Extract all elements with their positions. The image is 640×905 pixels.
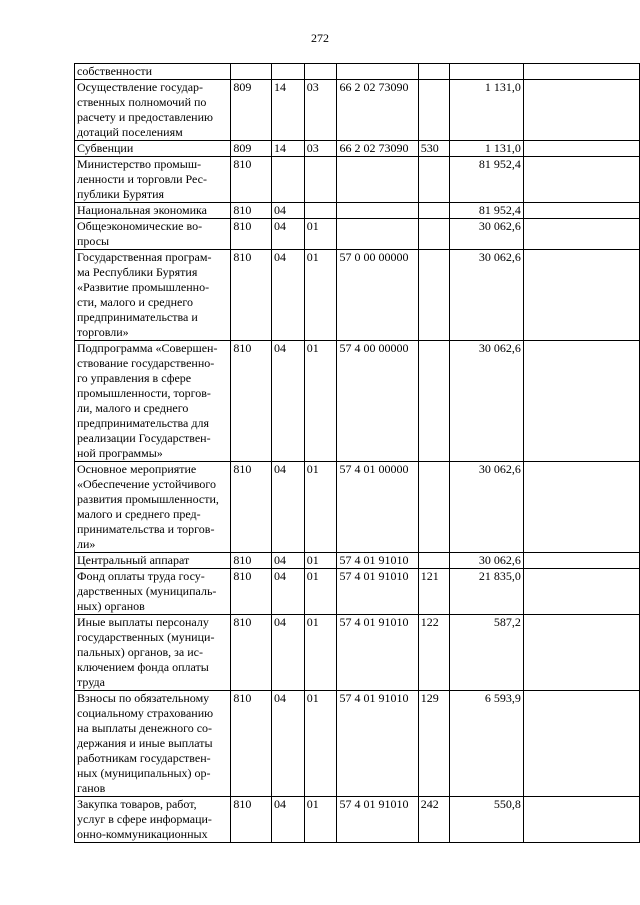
cell-empty — [523, 691, 639, 797]
cell-amount: 81 952,4 — [449, 157, 523, 203]
table-row — [75, 553, 640, 569]
table-row — [75, 691, 640, 797]
page-number: 272 — [311, 31, 329, 45]
cell-empty — [523, 80, 639, 141]
cell-admin-code: 810 — [231, 203, 272, 219]
cell-expense-type — [418, 219, 449, 250]
cell-expense-type — [418, 203, 449, 219]
cell-section: 04 — [272, 462, 305, 553]
cell-section: 04 — [272, 615, 305, 691]
cell-amount: 6 593,9 — [449, 691, 523, 797]
cell-subsection: 03 — [304, 80, 337, 141]
cell-name: Национальная экономика — [75, 203, 231, 219]
cell-amount: 30 062,6 — [449, 341, 523, 462]
cell-empty — [523, 141, 639, 157]
cell-empty — [523, 462, 639, 553]
cell-empty — [523, 553, 639, 569]
cell-amount: 587,2 — [449, 615, 523, 691]
cell-name: Центральный аппарат — [75, 553, 231, 569]
cell-empty — [523, 157, 639, 203]
cell-name: собственности — [75, 64, 231, 80]
cell-target-article: 57 4 01 91010 — [337, 691, 418, 797]
cell-amount: 81 952,4 — [449, 203, 523, 219]
cell-target-article: 57 4 01 91010 — [337, 553, 418, 569]
table-row — [75, 219, 640, 250]
cell-admin-code: 810 — [231, 553, 272, 569]
table-row — [75, 250, 640, 341]
cell-empty — [523, 203, 639, 219]
cell-target-article: 57 4 01 00000 — [337, 462, 418, 553]
cell-subsection: 01 — [304, 615, 337, 691]
table-row — [75, 797, 640, 843]
cell-admin-code: 810 — [231, 797, 272, 843]
cell-target-article — [337, 157, 418, 203]
cell-target-article — [337, 219, 418, 250]
cell-name: Фонд оплаты труда госу- дарственных (муниципаль- ных) органов — [75, 569, 231, 615]
cell-amount: 1 131,0 — [449, 80, 523, 141]
cell-amount: 1 131,0 — [449, 141, 523, 157]
cell-expense-type — [418, 64, 449, 80]
table-row — [75, 615, 640, 691]
cell-amount: 30 062,6 — [449, 553, 523, 569]
cell-section: 04 — [272, 203, 305, 219]
cell-expense-type — [418, 250, 449, 341]
cell-empty — [523, 64, 639, 80]
cell-expense-type: 122 — [418, 615, 449, 691]
cell-admin-code: 809 — [231, 141, 272, 157]
cell-target-article: 57 4 01 91010 — [337, 797, 418, 843]
cell-name: Подпрограмма «Совершен- ствование государственно- го управления в сфере промышленности, торгов- ли, малого и среднего предпринимательства для реализации Государствен- ной программы» — [75, 341, 231, 462]
cell-admin-code: 810 — [231, 219, 272, 250]
table-row — [75, 64, 640, 80]
cell-subsection: 03 — [304, 141, 337, 157]
cell-admin-code: 810 — [231, 462, 272, 553]
cell-expense-type — [418, 80, 449, 141]
cell-admin-code: 810 — [231, 250, 272, 341]
cell-target-article: 57 4 01 91010 — [337, 569, 418, 615]
cell-admin-code: 810 — [231, 341, 272, 462]
cell-target-article: 57 4 00 00000 — [337, 341, 418, 462]
cell-name: Основное мероприятие «Обеспечение устойчивого развития промышленности, малого и среднего пред- принимательства и торгов- ли» — [75, 462, 231, 553]
cell-admin-code — [231, 64, 272, 80]
cell-admin-code: 810 — [231, 157, 272, 203]
table-row — [75, 157, 640, 203]
cell-amount: 30 062,6 — [449, 250, 523, 341]
cell-section: 04 — [272, 569, 305, 615]
budget-table — [74, 63, 640, 843]
cell-section — [272, 64, 305, 80]
table-row — [75, 203, 640, 219]
cell-subsection — [304, 203, 337, 219]
cell-admin-code: 810 — [231, 615, 272, 691]
cell-target-article: 57 4 01 91010 — [337, 615, 418, 691]
cell-target-article: 66 2 02 73090 — [337, 141, 418, 157]
cell-admin-code: 810 — [231, 569, 272, 615]
cell-section: 04 — [272, 691, 305, 797]
table-row — [75, 462, 640, 553]
cell-name: Субвенции — [75, 141, 231, 157]
cell-subsection: 01 — [304, 219, 337, 250]
cell-expense-type: 121 — [418, 569, 449, 615]
cell-target-article — [337, 64, 418, 80]
cell-empty — [523, 250, 639, 341]
cell-subsection: 01 — [304, 553, 337, 569]
cell-subsection: 01 — [304, 691, 337, 797]
table-row — [75, 141, 640, 157]
cell-empty — [523, 615, 639, 691]
cell-section — [272, 157, 305, 203]
cell-target-article: 57 0 00 00000 — [337, 250, 418, 341]
cell-expense-type — [418, 462, 449, 553]
cell-subsection — [304, 64, 337, 80]
cell-name: Взносы по обязательному социальному страхованию на выплаты денежного со- держания и иные выплаты работникам государствен- ных (муниципальных) ор- ганов — [75, 691, 231, 797]
cell-name: Осуществление государ- ственных полномочий по расчету и предоставлению дотаций поселениям — [75, 80, 231, 141]
cell-subsection: 01 — [304, 797, 337, 843]
cell-empty — [523, 219, 639, 250]
cell-name: Министерство промыш- ленности и торговли Рес- публики Бурятия — [75, 157, 231, 203]
budget-table-body — [75, 64, 640, 843]
cell-expense-type — [418, 553, 449, 569]
cell-section: 04 — [272, 341, 305, 462]
cell-section: 04 — [272, 219, 305, 250]
cell-amount — [449, 64, 523, 80]
cell-expense-type — [418, 157, 449, 203]
table-row — [75, 341, 640, 462]
cell-expense-type: 242 — [418, 797, 449, 843]
cell-empty — [523, 797, 639, 843]
cell-expense-type — [418, 341, 449, 462]
cell-target-article: 66 2 02 73090 — [337, 80, 418, 141]
cell-name: Общеэкономические во- просы — [75, 219, 231, 250]
cell-expense-type: 530 — [418, 141, 449, 157]
cell-section: 04 — [272, 553, 305, 569]
cell-section: 14 — [272, 80, 305, 141]
cell-empty — [523, 569, 639, 615]
cell-amount: 21 835,0 — [449, 569, 523, 615]
cell-empty — [523, 341, 639, 462]
cell-section: 04 — [272, 250, 305, 341]
cell-subsection: 01 — [304, 462, 337, 553]
cell-subsection: 01 — [304, 341, 337, 462]
cell-subsection — [304, 157, 337, 203]
cell-amount: 550,8 — [449, 797, 523, 843]
cell-name: Иные выплаты персоналу государственных (муници- пальных) органов, за ис- ключением фонда оплаты труда — [75, 615, 231, 691]
cell-amount: 30 062,6 — [449, 219, 523, 250]
cell-section: 04 — [272, 797, 305, 843]
cell-admin-code: 809 — [231, 80, 272, 141]
cell-name: Государственная програм- ма Республики Бурятия «Развитие промышленно- сти, малого и среднего предпринимательства и торговли» — [75, 250, 231, 341]
cell-admin-code: 810 — [231, 691, 272, 797]
cell-name: Закупка товаров, работ, услуг в сфере информаци- онно-коммуникационных — [75, 797, 231, 843]
cell-amount: 30 062,6 — [449, 462, 523, 553]
cell-expense-type: 129 — [418, 691, 449, 797]
cell-target-article — [337, 203, 418, 219]
cell-subsection: 01 — [304, 250, 337, 341]
cell-section: 14 — [272, 141, 305, 157]
table-row — [75, 80, 640, 141]
table-row — [75, 569, 640, 615]
cell-subsection: 01 — [304, 569, 337, 615]
